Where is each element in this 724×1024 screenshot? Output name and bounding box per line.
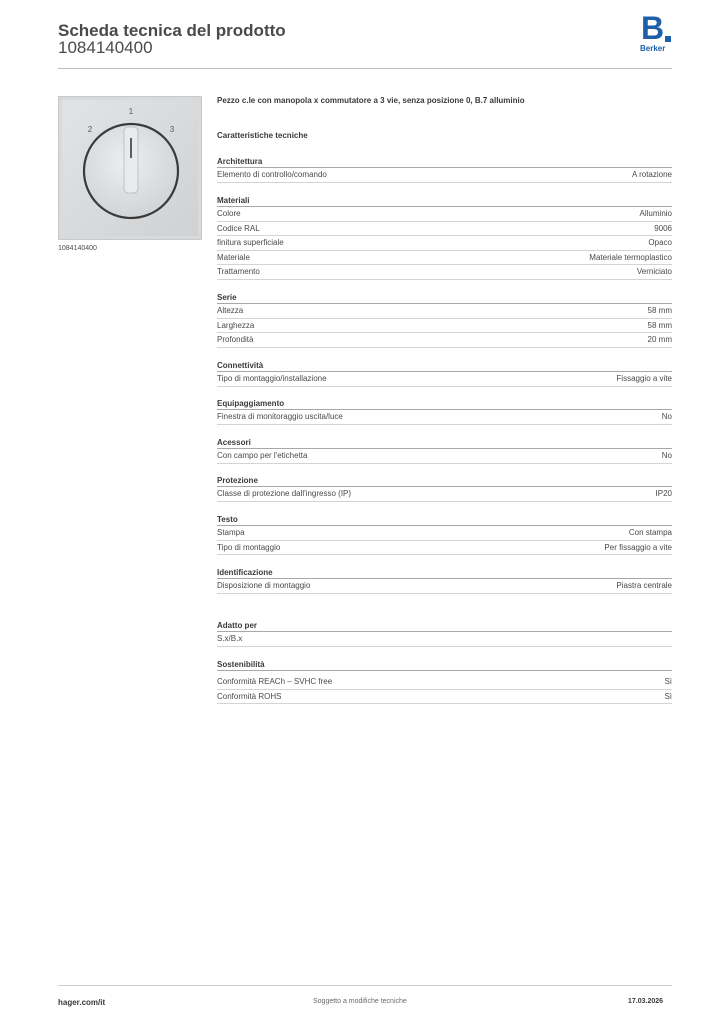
spec-label: finitura superficiale: [217, 238, 284, 248]
spec-label: Materiale: [217, 252, 250, 262]
logo-letter: B: [641, 10, 665, 46]
section-equipaggiamento: [217, 398, 672, 425]
spec-label: S.x/B.x: [217, 634, 243, 643]
footer-note: Soggetto a modifiche tecniche: [313, 998, 407, 1005]
spec-label: Profondità: [217, 335, 254, 345]
section-serie: [217, 292, 672, 348]
spec-row: [217, 526, 672, 541]
spec-row: [217, 675, 672, 690]
spec-value: Verniciato: [636, 267, 672, 277]
spec-value: Alluminio: [639, 209, 672, 218]
spec-label: Codice RAL: [217, 223, 260, 233]
spec-label: Elemento di controllo/comando: [217, 170, 327, 179]
rotary-dial-graphic: [62, 100, 198, 236]
dial-label-2: 2: [87, 125, 93, 134]
spec-row: [217, 410, 672, 425]
spec-row: [217, 333, 672, 348]
section-title: Adatto per: [217, 620, 672, 632]
image-caption: 1084140400: [58, 245, 97, 252]
logo-dot: [665, 36, 671, 42]
spec-value: A rotazione: [631, 170, 672, 179]
spec-value: No: [661, 451, 672, 460]
spec-row: [217, 265, 672, 280]
section-title: Equipaggiamento: [217, 398, 672, 410]
dial-label-1: 1: [128, 107, 134, 116]
spec-row: [217, 207, 672, 222]
spec-value: 58 mm: [647, 306, 672, 315]
spec-value: Piastra centrale: [616, 581, 672, 590]
spec-value: Sì: [664, 691, 672, 701]
spec-value: Materiale termoplastico: [589, 252, 672, 262]
specs-heading: Caratteristiche tecniche: [217, 131, 308, 140]
cover-plate: [62, 100, 198, 236]
spec-label: Altezza: [217, 306, 244, 315]
section-testo: [217, 514, 672, 555]
spec-label: Tipo di montaggio/installazione: [217, 374, 327, 383]
spec-label: Conformità REACh – SVHC free: [217, 677, 333, 686]
footer-website[interactable]: hager.com/it: [58, 998, 106, 1007]
section-materiali: [217, 195, 672, 280]
spec-value: Con stampa: [628, 528, 672, 537]
spec-value: Per fissaggio a vite: [604, 542, 672, 552]
section-adatto-per: [217, 620, 672, 647]
section-title: Testo: [217, 514, 672, 526]
spec-label: Trattamento: [217, 267, 260, 277]
section-connettivita: [217, 360, 672, 387]
spec-row: [217, 304, 672, 319]
section-identificazione: [217, 567, 672, 594]
dial-label-3: 3: [169, 125, 175, 134]
spec-row: [217, 222, 672, 237]
section-title: Identificazione: [217, 567, 672, 579]
spec-value: IP20: [655, 489, 672, 498]
spec-value: 58 mm: [647, 320, 672, 330]
section-acessori: [217, 437, 672, 464]
section-title: Architettura: [217, 156, 672, 168]
spec-row: [217, 319, 672, 334]
logo-wordmark: Berker: [640, 44, 666, 53]
section-title: Serie: [217, 292, 672, 304]
product-code: 1084140400: [58, 38, 153, 57]
spec-value: Opaco: [648, 238, 672, 248]
spec-value: 20 mm: [647, 335, 672, 345]
footer-date: 17.03.2026: [628, 998, 664, 1005]
product-image: [58, 96, 202, 240]
section-title: Sostenibilità: [217, 659, 672, 671]
section-title: Connettività: [217, 360, 672, 372]
section-protezione: [217, 475, 672, 502]
spec-row: [217, 690, 672, 705]
spec-value: No: [661, 412, 672, 421]
section-title: Acessori: [217, 437, 672, 449]
spec-row: [217, 541, 672, 556]
spec-label: Stampa: [217, 528, 245, 537]
spec-label: Finestra di monitoraggio uscita/luce: [217, 412, 343, 421]
spec-label: Conformità ROHS: [217, 691, 282, 701]
footer-divider: [58, 985, 672, 986]
spec-row: [217, 632, 672, 647]
spec-value: Fissaggio a vite: [616, 374, 672, 383]
spec-label: Colore: [217, 209, 241, 218]
product-description: Pezzo c.le con manopola x commutatore a 3 vie, senza posizione 0, B.7 alluminio: [217, 96, 525, 105]
spec-row: [217, 168, 672, 183]
page-title: Scheda tecnica del prodotto: [58, 21, 286, 40]
header-divider: [58, 68, 672, 69]
spec-row: [217, 449, 672, 464]
spec-row: [217, 236, 672, 251]
spec-label: Larghezza: [217, 320, 255, 330]
spec-label: Disposizione di montaggio: [217, 581, 311, 590]
spec-row: [217, 487, 672, 502]
section-title: Protezione: [217, 475, 672, 487]
spec-value: 9006: [654, 223, 672, 233]
spec-label: Classe di protezione dall'ingresso (IP): [217, 489, 352, 498]
spec-label: Con campo per l'etichetta: [217, 451, 308, 460]
section-architettura: [217, 156, 672, 183]
spec-row: [217, 579, 672, 594]
section-sostenibilita: [217, 659, 672, 704]
berker-logo: [640, 10, 674, 56]
spec-label: Tipo di montaggio: [217, 542, 281, 552]
spec-row: [217, 372, 672, 387]
section-title: Materiali: [217, 195, 672, 207]
spec-value: Sì: [664, 677, 672, 686]
spec-row: [217, 251, 672, 266]
